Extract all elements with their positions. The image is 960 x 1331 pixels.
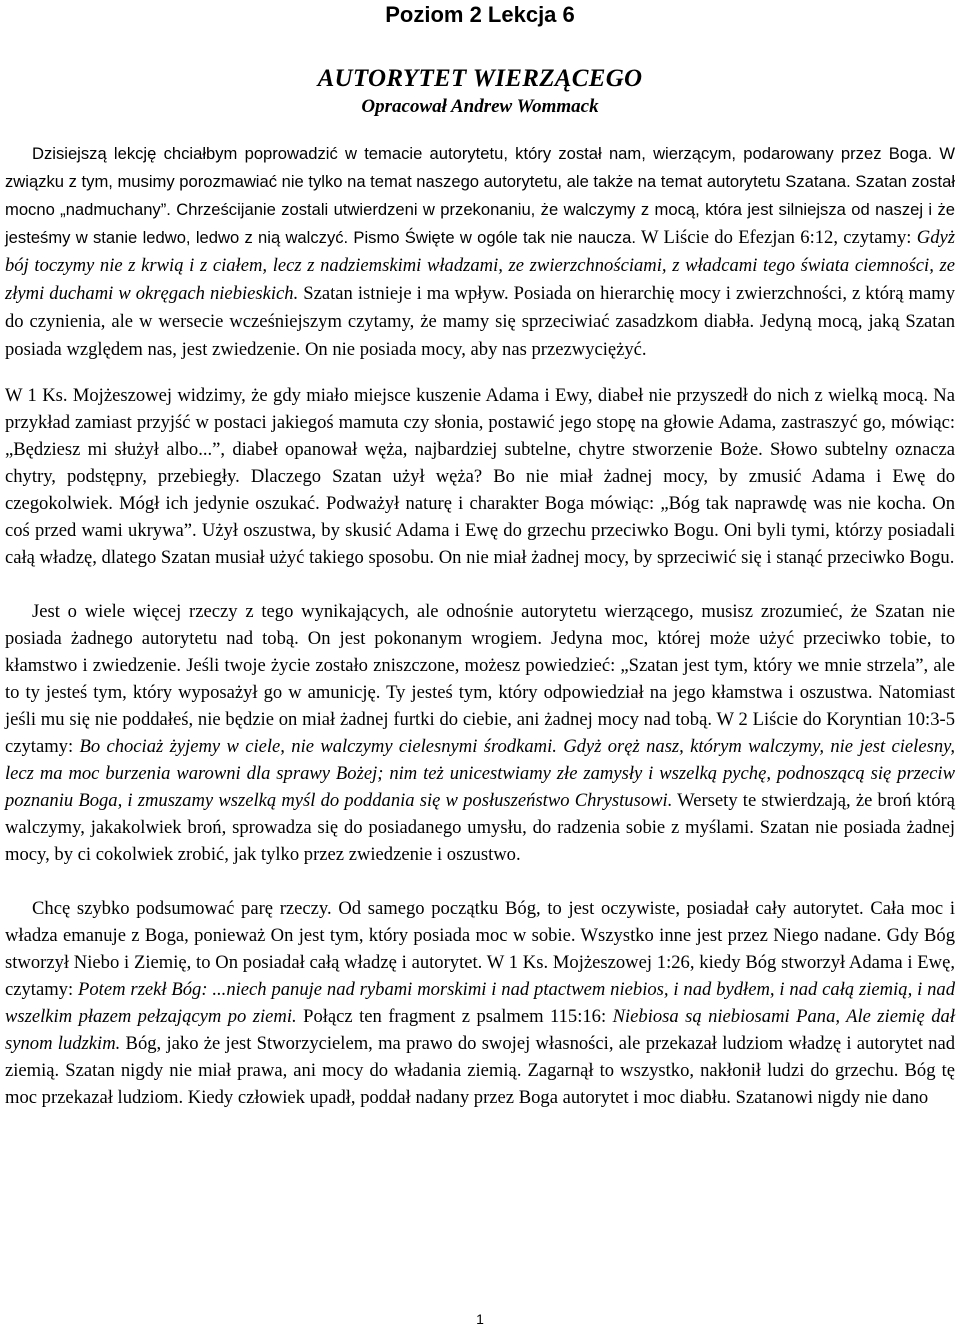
scripture-quote: Niebiosa są niebiosami Pana, Ale ziemię dał synom ludzkim. <box>5 1006 955 1054</box>
document-title: AUTORYTET WIERZĄCEGO <box>317 65 643 92</box>
page-number: 1 <box>476 1311 484 1327</box>
paragraph-text: Szatan istnieje i ma wpływ. Posiada on hierarchię mocy i zwierzchności, z którą mamy do czynienia, ale w wersecie wcześniejszym czytamy, że mamy się sprzeciwiać zasadzkom diabła. Jedyną mocą, jaką Szatan posiada względem nas, jest zwiedzenie. On nie posiada mocy, aby nas przezwyciężyć. <box>5 283 955 360</box>
paragraph-text: Dzisiejszą lekcję chciałbym poprowadzić w temacie autorytetu, który został nam, wierzącym, podarowany przez Boga. W związku z tym, musimy porozmawiać nie tylko na temat naszego autorytetu, ale także na temat autorytetu Szatana. Szatan został mocno „nadmuchany”. Chrześcijanie zostali utwierdzeni w przekonaniu, że walczymy z mocą, która jest silniejsza od naszej i że jesteśmy w stanie ledwo, ledwo z nią walczyć. Pismo Święte w ogóle tak nie naucza. <box>5 144 955 247</box>
paragraph-text: W Liście do Efezjan 6:12, czytamy: <box>636 227 917 248</box>
document-page <box>5 0 955 1111</box>
paragraph-text: Połącz ten fragment z psalmem 115:16: <box>296 1006 613 1027</box>
scripture-quote: Bo chociaż żyjemy w ciele, nie walczymy cielesnymi środkami. Gdyż oręż nasz, którym walczymy, nie jest cielesny, lecz ma moc burzenia warowni dla sprawy Bożej; nim też unicestwiamy złe zamysły i wszelką pychę, podnoszącą się przeciw poznaniu Boga, i zmuszamy wszelką myśl do poddania się w posłuszeństwo Chrystusowi. <box>5 736 955 811</box>
lesson-header: Poziom 2 Lekcja 6 <box>385 2 575 27</box>
paragraph-temptation <box>5 382 955 571</box>
paragraph-text: Jest o wiele więcej rzeczy z tego wynikających, ale odnośnie autorytetu wierzącego, musisz zrozumieć, że Szatan nie posiada żadnego autorytetu nad tobą. On jest pokonanym wrogiem. Jedyna moc, której może użyć przeciwko tobie, to kłamstwo i zwiedzenie. Jeśli twoje życie zostało zniszczone, możesz powiedzieć: „Szatan jest tym, który we mnie strzela”, ale to ty jesteś tym, który wyposażył go w amunicję. Ty jesteś tym, który odpowiedział na jego kłamstwa i oszustwa. Natomiast jeśli mu się nie poddałeś, nie będzie on miał żadnej furtki do ciebie, ani żadnej mocy nad tobą. W 2 Liście do Koryntian 10:3-5 czytamy: <box>5 601 955 757</box>
paragraph-authority <box>5 598 955 868</box>
paragraph-intro <box>5 140 955 364</box>
paragraph-text: W 1 Ks. Mojżeszowej widzimy, że gdy miało miejsce kuszenie Adama i Ewy, diabeł nie przyszedł do nich z wielką mocą. Na przykład zamiast przyjść w postaci jakiegoś mamuta czy słonia, postawić jego stopę na głowie Adama, zastraszyć go, mówiąc: „Będziesz mi służył albo...”, diabeł opanował węża, najbardziej subtelne, chytre stworzenie Boże. Słowo subtelny oznacza chytry, podstępny, przebiegły. Dlaczego Szatan użył węża? Bo nie miał żadnej mocy, by zmusić Adama i Ewę do czegokolwiek. Mógł ich jedynie oszukać. Podważył naturę i charakter Boga mówiąc: „Bóg tak naprawdę was nie kocha. On coś przed wami ukrywa”. Użył oszustwa, by skusić Adama i Ewę do grzechu przeciwko Bogu. Oni byli tymi, którzy posiadali całą władzę, dlatego Szatan musiał użyć takiego sposobu. On nie miał żadnej mocy, by sprzeciwić się i stanąć przeciwko Bogu. <box>5 385 955 568</box>
document-author: Opracował Andrew Wommack <box>361 96 599 117</box>
scripture-quote: Potem rzekł Bóg: ...niech panuje nad rybami morskimi i nad ptactwem niebios, i nad bydłem, i nad całą ziemią, i nad wszelkim płazem pełzającym po ziemi. <box>5 979 956 1027</box>
paragraph-text: Chcę szybko podsumować parę rzeczy. Od samego początku Bóg, to jest oczywiste, posiadał cały autorytet. Cała moc i władza emanuje z Boga, ponieważ On jest tym, który posiada moc w sobie. Wszystko inne jest przez Niego nadane. Gdy Bóg stworzył Niebo i Ziemię, to On posiadał całą władzę i autorytet. W 1 Ks. Mojżeszowej 1:26, kiedy Bóg stworzył Adama i Ewę, czytamy: <box>5 898 955 1000</box>
paragraph-summary <box>5 895 955 1111</box>
scripture-quote: Gdyż bój toczymy nie z krwią i z ciałem, lecz z nadziemskimi władzami, ze zwierzchnościami, z władcami tego świata ciemności, ze złymi duchami w okręgach niebieskich. <box>5 227 955 304</box>
paragraph-text: Bóg, jako że jest Stworzycielem, ma prawo do swojej własności, ale przekazał ludziom władzę i autorytet nad ziemią. Szatan nigdy nie miał prawa, ani mocy do władania ziemią. Zagarnął to wszystko, nakłonił ludzi do grzechu. Bóg tę moc przekazał ludziom. Kiedy człowiek upadł, poddał nadany przez Boga autorytet i moc diabłu. Szatanowi nigdy nie dano <box>5 1033 955 1108</box>
paragraph-text: Wersety te stwierdzają, że broń którą walczymy, jakakolwiek broń, sprowadza się do posiadanego umysłu, do radzenia sobie z myślami. Szatan nie posiada żadnej mocy, by ci cokolwiek zrobić, jak tylko przez zwiedzenie i oszustwo. <box>5 790 955 865</box>
